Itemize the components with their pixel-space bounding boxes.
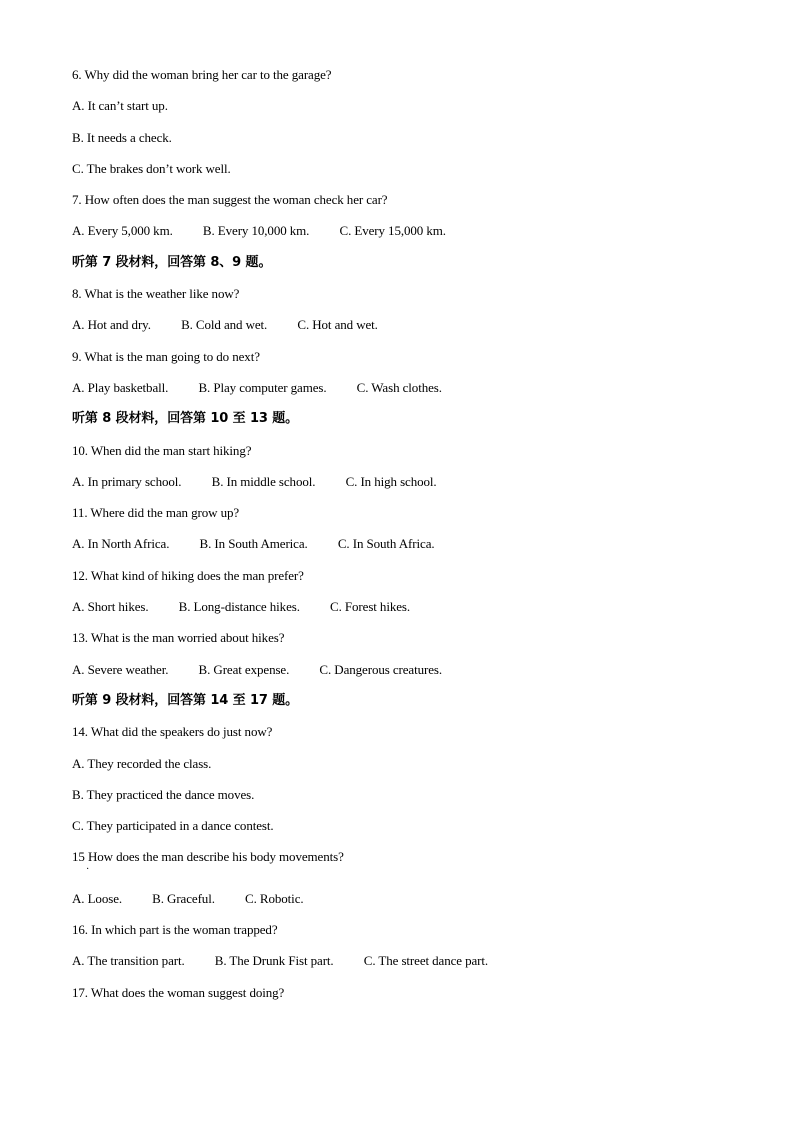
- option-9b: B. Play computer games.: [198, 379, 327, 395]
- section-heading-9: 听第 9 段材料，回答第 14 至 17 题。: [72, 692, 299, 708]
- options-15: [72, 888, 732, 919]
- section-heading-7: 听第 7 段材料，回答第 8、9 题。: [72, 254, 272, 270]
- option-8b: B. Cold and wet.: [181, 317, 268, 333]
- question-14: 14. What did the speakers do just now?: [72, 724, 273, 740]
- question-16: 16. In which part is the woman trapped?: [72, 922, 278, 938]
- option-8c: C. Hot and wet.: [297, 317, 378, 333]
- option-16b: B. The Drunk Fist part.: [214, 953, 334, 969]
- option-15a: A. Loose.: [72, 890, 123, 906]
- options-10: [72, 471, 732, 502]
- option-6c: C. The brakes don’t work well.: [72, 160, 231, 176]
- option-9c: C. Wash clothes.: [356, 379, 442, 395]
- exam-page: [72, 64, 732, 1013]
- option-16a: A. The transition part.: [72, 953, 185, 969]
- question-8: 8. What is the weather like now?: [72, 286, 240, 302]
- options-9: [72, 377, 732, 408]
- stray-dot-line: [72, 864, 732, 887]
- option-16c: C. The street dance part.: [363, 953, 489, 969]
- option-13b: B. Great expense.: [198, 661, 290, 677]
- option-14c: C. They participated in a dance contest.: [72, 818, 274, 834]
- options-7: [72, 220, 732, 251]
- option-13c: C. Dangerous creatures.: [319, 661, 443, 677]
- question-12: 12. What kind of hiking does the man prefer?: [72, 567, 304, 583]
- option-12c: C. Forest hikes.: [330, 599, 411, 615]
- options-13: [72, 659, 732, 690]
- question-10: 10. When did the man start hiking?: [72, 442, 252, 458]
- option-6a: A. It can’t start up.: [72, 98, 168, 114]
- question-7: 7. How often does the man suggest the woman check her car?: [72, 192, 388, 208]
- option-11b: B. In South America.: [199, 536, 308, 552]
- section-heading-8: 听第 8 段材料，回答第 10 至 13 题。: [72, 411, 299, 427]
- question-17: 17. What does the woman suggest doing?: [72, 984, 285, 1000]
- question-13: 13. What is the man worried about hikes?: [72, 630, 285, 646]
- question-6: 6. Why did the woman bring her car to the garage?: [72, 67, 332, 82]
- options-8: [72, 314, 732, 345]
- question-15: 15 How does the man describe his body movements?: [72, 849, 344, 865]
- option-7c: C. Every 15,000 km.: [339, 223, 446, 239]
- option-15b: B. Graceful.: [152, 890, 215, 906]
- option-7a: A. Every 5,000 km.: [72, 223, 173, 239]
- option-10b: B. In middle school.: [211, 473, 316, 489]
- options-16: [72, 950, 732, 981]
- option-11a: A. In North Africa.: [72, 536, 170, 552]
- option-12a: A. Short hikes.: [72, 599, 149, 615]
- question-9: 9. What is the man going to do next?: [72, 348, 260, 364]
- option-13a: A. Severe weather.: [72, 661, 169, 677]
- options-11: [72, 533, 732, 564]
- option-7b: B. Every 10,000 km.: [202, 223, 310, 239]
- option-12b: B. Long-distance hikes.: [178, 599, 300, 615]
- option-14a: A. They recorded the class.: [72, 755, 212, 771]
- question-11: 11. Where did the man grow up?: [72, 505, 240, 521]
- stray-dot: ·: [86, 864, 90, 876]
- option-10a: A. In primary school.: [72, 473, 182, 489]
- option-9a: A. Play basketball.: [72, 379, 169, 395]
- option-14b: B. They practiced the dance moves.: [72, 786, 255, 802]
- option-11c: C. In South Africa.: [337, 536, 435, 552]
- option-15c: C. Robotic.: [245, 890, 304, 906]
- option-8a: A. Hot and dry.: [72, 317, 151, 333]
- option-10c: C. In high school.: [345, 473, 437, 489]
- options-12: [72, 596, 732, 627]
- option-6b: B. It needs a check.: [72, 129, 172, 145]
